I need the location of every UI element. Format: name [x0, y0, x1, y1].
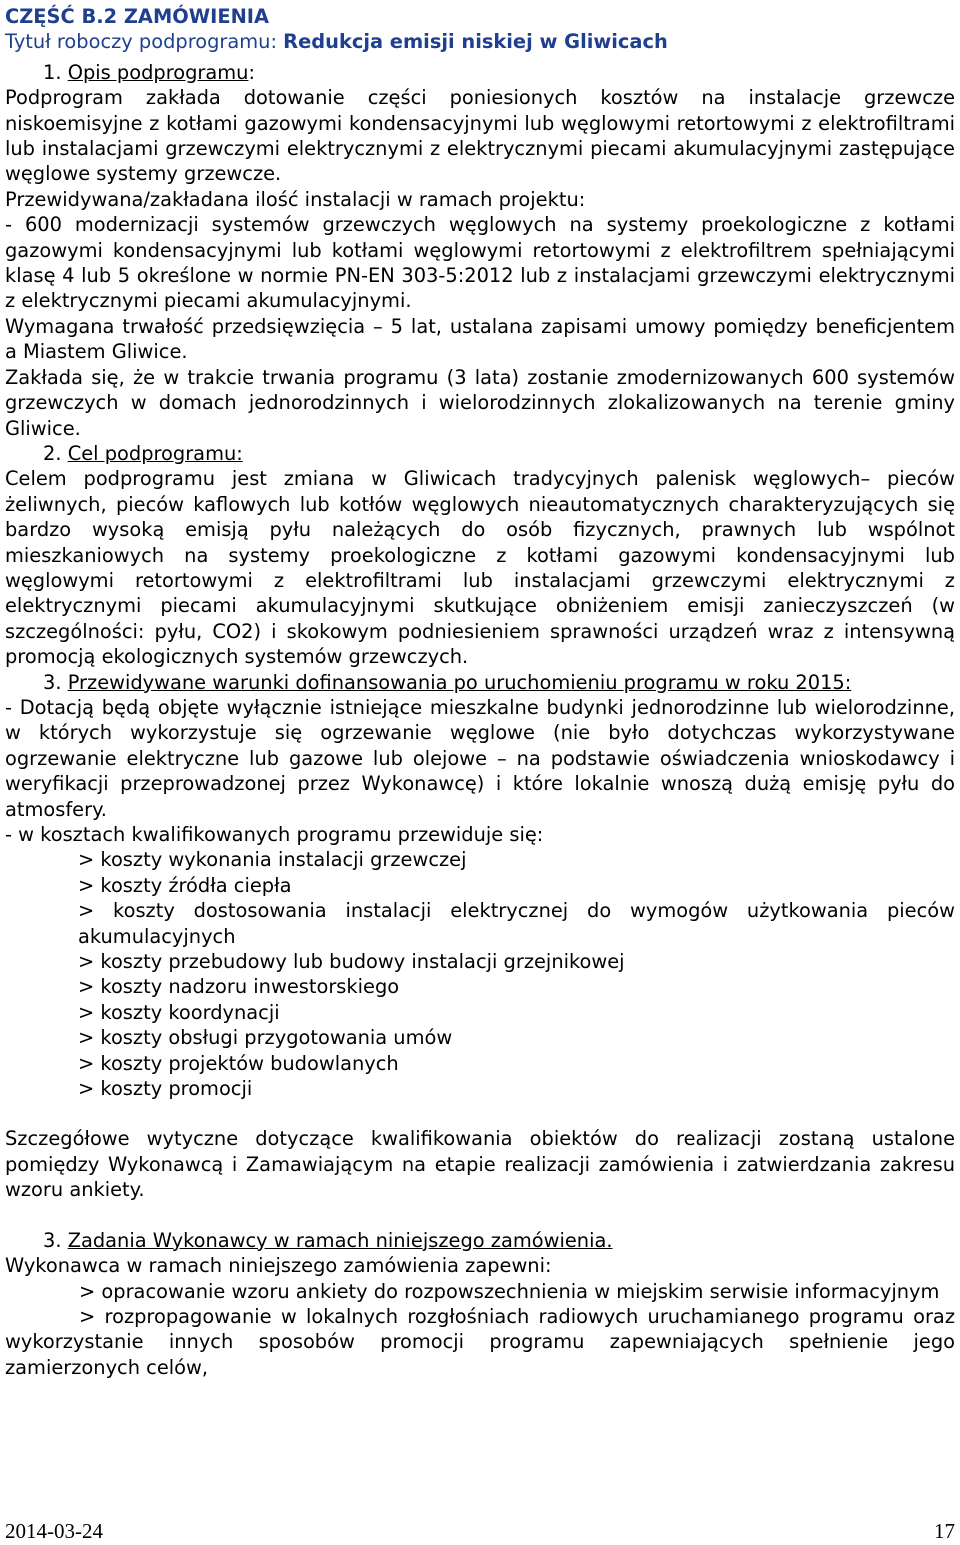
- cost-item: > koszty źródła ciepła: [78, 873, 292, 897]
- section-2-paragraph: Celem podprogramu jest zmiana w Gliwicach tradycyjnych palenisk węglowych– pieców żeliwnych, pieców kaflowych lub kotłów węglowych nieautomatycznych charakteryzujących się bardzo wysoką emisją pyłu należących do osób fizycznych, prawnych lub wspólnot mieszkaniowych na systemy proekologiczne z kotłami gazowymi kondensacyjnymi lub węglowymi retortowymi z elektrofiltrami lub instalacjami grzewczymi elektrycznymi z elektrycznymi piecami akumulacyjnymi skutkujące obniżeniem emisji zanieczyszczeń (w szczególności: pyłu, CO2) i skokowym podniesieniem sprawności urządzeń wraz z intensywną promocją ekologicznych systemów grzewczych.: [5, 467, 955, 669]
- cost-item: > koszty obsługi przygotowania umów: [78, 1026, 453, 1050]
- spacer: [5, 1203, 955, 1228]
- cost-item: > koszty nadzoru inwestorskiego: [78, 975, 400, 999]
- section-4-title: Zadania Wykonawcy w ramach niniejszego zamówienia.: [67, 1228, 613, 1252]
- spacer: [5, 1101, 955, 1126]
- task-item: > rozpropagowanie w lokalnych rozgłośniach radiowych uruchamianego programu oraz wykorzystanie innych sposobów promocji programu zapewniających spełnienie jego zamierzonych celów,: [5, 1304, 955, 1379]
- section-1-number: 1.: [43, 60, 62, 84]
- document-page: [5, 4, 955, 1380]
- section-1-heading: [5, 60, 955, 85]
- section-3-paragraph: - w kosztach kwalifikowanych programu przewiduje się:: [5, 823, 544, 846]
- section-1-paragraph: Wymagana trwałość przedsięwzięcia – 5 lat, ustalana zapisami umowy pomiędzy beneficjentem a Miastem Gliwice.: [5, 314, 955, 364]
- section-3-paragraph: Szczegółowe wytyczne dotyczące kwalifikowania obiektów do realizacji zostaną ustalone pomiędzy Wykonawcą i Zamawiającym na etapie realizacji zamówienia i zatwierdzania zakresu wzoru ankiety.: [5, 1127, 955, 1202]
- section-1-title: Opis podprogramu: [67, 60, 249, 84]
- section-3-number: 3.: [43, 670, 62, 694]
- section-4-intro: Wykonawca w ramach niniejszego zamówienia zapewni:: [5, 1254, 552, 1278]
- cost-item: > koszty promocji: [78, 1077, 253, 1101]
- working-title-label: Tytuł roboczy podprogramu:: [5, 30, 284, 54]
- cost-item: > koszty koordynacji: [78, 1000, 280, 1024]
- section-2-number: 2.: [43, 441, 62, 465]
- working-title: [5, 29, 955, 54]
- section-3-title: Przewidywane warunki dofinansowania po uruchomieniu programu w roku 2015:: [67, 670, 852, 694]
- cost-item: > koszty dostosowania instalacji elektrycznej do wymogów użytkowania pieców akumulacyjnych: [78, 899, 955, 948]
- section-4-heading: [5, 1228, 955, 1253]
- section-1-paragraph: Przewidywana/zakładana ilość instalacji w ramach projektu:: [5, 187, 586, 211]
- working-title-value: Redukcja emisji niskiej w Gliwicach: [283, 30, 668, 54]
- section-1-paragraph: Podprogram zakłada dotowanie części poniesionych kosztów na instalacje grzewcze niskoemisyjne z kotłami gazowymi kondensacyjnymi lub węglowymi retortowymi z elektrofiltrami lub instalacjami grzewczymi elektrycznymi z elektrycznymi piecami akumulacyjnymi zastępujące węglowe systemy grzewcze.: [5, 86, 955, 186]
- section-4-number: 3.: [43, 1228, 62, 1252]
- section-3-paragraph: - Dotacją będą objęte wyłącznie istniejące mieszkalne budynki jednorodzinne lub wielorodzinne, w których wykorzystuje się ogrzewanie węglowe (nie było dotychczas wykorzystywane ogrzewanie elektryczne lub gazowe lub olejowe – na podstawie oświadczenia wnioskodawcy i weryfikacji przeprowadzonej przez Wykonawcę) i które lokalnie wnoszą dużą emisję pyłu do atmosfery.: [5, 695, 955, 821]
- cost-item: > koszty przebudowy lub budowy instalacji grzejnikowej: [78, 950, 625, 974]
- task-item: > opracowanie wzoru ankiety do rozpowszechnienia w miejskim serwisie informacyjnym: [79, 1279, 940, 1303]
- section-1-paragraph: - 600 modernizacji systemów grzewczych węglowych na systemy proekologiczne z kotłami gazowymi kondensacyjnymi lub kotłami węglowymi retortowymi z elektrofiltrem spełniającymi klasę 4 lub 5 określone w normie PN-EN 303-5:2012 lub z instalacjami grzewczymi elektrycznymi z elektrycznymi piecami akumulacyjnymi.: [5, 213, 955, 313]
- section-2-title: Cel podprogramu:: [67, 441, 243, 465]
- cost-item: > koszty wykonania instalacji grzewczej: [78, 848, 467, 872]
- footer-date: 2014-03-24: [5, 1519, 103, 1543]
- section-2-heading: [5, 441, 955, 466]
- part-title: CZĘŚĆ B.2 ZAMÓWIENIA: [5, 5, 270, 28]
- section-3-heading: [5, 670, 955, 695]
- section-1-paragraph: Zakłada się, że w trakcie trwania programu (3 lata) zostanie zmodernizowanych 600 systemów grzewczych w domach jednorodzinnych i wielorodzinnych zlokalizowanych na terenie gminy Gliwice.: [5, 365, 955, 440]
- cost-item: > koszty projektów budowlanych: [78, 1051, 399, 1075]
- section-1-colon: :: [248, 60, 255, 84]
- page-number: 17: [934, 1519, 955, 1543]
